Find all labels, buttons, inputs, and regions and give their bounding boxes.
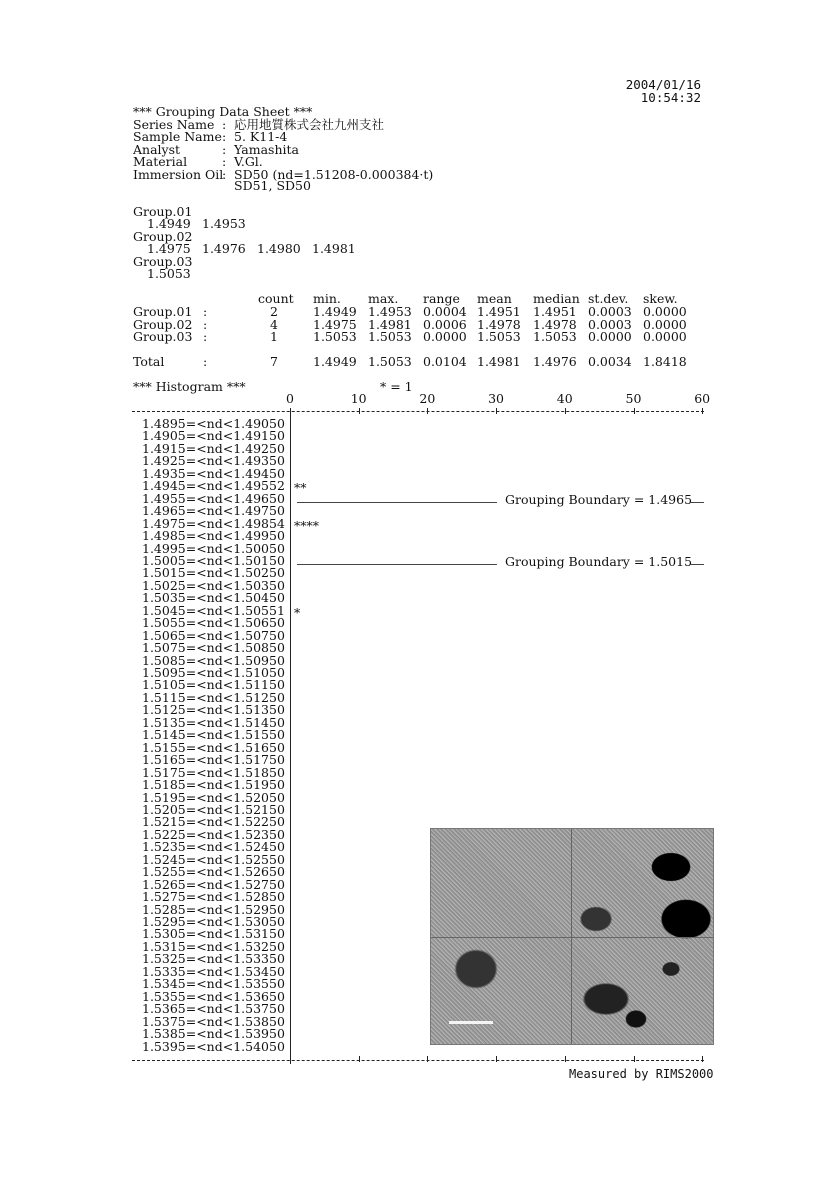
stats-total-cell: 1.4976: [533, 354, 577, 369]
histogram-bin-range: 1.5115=<nd<1.5125: [142, 689, 277, 705]
histogram-bin-range: 1.5125=<nd<1.5135: [142, 702, 277, 718]
histogram-bin-range: 1.5395=<nd<1.5405: [142, 1038, 277, 1054]
stats-cell: 1.4949: [313, 304, 357, 319]
histogram-bin-range: 1.4995=<nd<1.5005: [142, 540, 277, 556]
stats-cell: 0.0000: [423, 329, 467, 344]
histogram-bin-range: 1.5015=<nd<1.5025: [142, 565, 277, 581]
histogram-bin-count: 0: [277, 590, 285, 606]
histogram-bin-count: 0: [277, 889, 285, 905]
group-value: 1.4980: [257, 241, 301, 257]
grouping-boundary-line: [297, 502, 497, 503]
histogram-bin-count: 0: [277, 1013, 285, 1029]
histogram-bin-count: 0: [277, 951, 285, 967]
field-sep: :: [222, 141, 227, 157]
histogram-top-rule: [132, 411, 704, 412]
field-label: Immersion Oil: [133, 166, 224, 182]
stats-cell: 0.0006: [423, 316, 467, 332]
histogram-bin-range: 1.5195=<nd<1.5205: [142, 789, 277, 805]
stats-cell: 1.4953: [368, 304, 412, 319]
stats-cell: 0.0000: [643, 304, 687, 319]
histogram-title: *** Histogram ***: [133, 379, 246, 394]
field-value: Yamashita: [234, 141, 299, 157]
histogram-bin-count: 0: [277, 440, 285, 456]
histogram-bin-count: 4: [277, 515, 285, 531]
glass-shard-micrograph: [430, 828, 714, 1045]
axis-tick-label: 60: [694, 391, 711, 406]
histogram-bin-count: 0: [277, 627, 285, 643]
histogram-bin-count: 0: [277, 689, 285, 705]
histogram-bin-range: 1.5365=<nd<1.5375: [142, 1001, 277, 1017]
stats-cell: 1.4978: [477, 316, 521, 332]
axis-tick: [290, 1056, 291, 1062]
histogram-bin-count: 0: [277, 901, 285, 917]
stats-row-sep: :: [203, 329, 208, 344]
group-name: Group.01: [133, 204, 193, 219]
stats-total-cell: 1.4981: [477, 354, 521, 369]
group-value: 1.4976: [202, 241, 246, 257]
grouping-boundary-tail: [690, 502, 704, 503]
stats-header: st.dev.: [588, 291, 629, 306]
histogram-bin-range: 1.5215=<nd<1.5225: [142, 814, 277, 830]
histogram-bin-count: 2: [277, 478, 285, 494]
axis-tick: [496, 1056, 497, 1062]
stats-header: min.: [313, 291, 341, 306]
stats-cell: 1: [270, 329, 278, 344]
histogram-bin-range: 1.4925=<nd<1.4935: [142, 453, 277, 469]
histogram-bin-range: 1.5355=<nd<1.5365: [142, 988, 277, 1004]
stats-header: skew.: [643, 291, 678, 306]
histogram-bin-range: 1.4965=<nd<1.4975: [142, 503, 277, 519]
histogram-bin-count: 0: [277, 503, 285, 519]
histogram-bin-count: 0: [277, 577, 285, 593]
histogram-bin-count: 0: [277, 665, 285, 680]
field-sep: :: [222, 129, 227, 145]
histogram-bin-range: 1.5035=<nd<1.5045: [142, 590, 277, 606]
histogram-bin-range: 1.4915=<nd<1.4925: [142, 440, 277, 456]
stats-cell: 4: [270, 316, 278, 332]
histogram-bin-range: 1.4945=<nd<1.4955: [142, 478, 277, 494]
micrograph-seam: [431, 937, 713, 938]
histogram-bin-count: 0: [277, 876, 285, 892]
group-name: Group.02: [133, 228, 193, 244]
histogram-bin-count: 0: [277, 727, 285, 743]
stats-cell: 0.0003: [588, 304, 632, 319]
axis-tick: [702, 1056, 703, 1062]
histogram-bin-range: 1.4895=<nd<1.4905: [142, 416, 277, 431]
stats-total-name: Total: [133, 354, 165, 369]
histogram-bin-range: 1.5345=<nd<1.5355: [142, 976, 277, 992]
histogram-bin-count: 0: [277, 752, 285, 768]
histogram-bin-count: 0: [277, 465, 285, 481]
group-name: Group.03: [133, 253, 193, 269]
histogram-bin-count: 0: [277, 640, 285, 656]
histogram-bin-count: 0: [277, 540, 285, 556]
measured-by: Measured by RIMS2000: [569, 1067, 714, 1081]
histogram-bin-range: 1.5155=<nd<1.5165: [142, 739, 277, 755]
field-value: 5. K11-4: [234, 129, 288, 145]
histogram-bin-count: 0: [277, 1038, 285, 1054]
stats-header: mean: [477, 291, 512, 306]
field-label: Series Name: [133, 117, 215, 132]
histogram-bin-count: 0: [277, 652, 285, 668]
field-value: V.Gl.: [234, 154, 263, 170]
histogram-bin-count: 0: [277, 826, 285, 842]
field-sep: :: [222, 117, 227, 132]
stats-cell: 1.4975: [313, 316, 357, 332]
histogram-bin-range: 1.5165=<nd<1.5175: [142, 752, 277, 768]
field-value: SD50 (nd=1.51208-0.000384·t): [234, 166, 434, 182]
histogram-bin-count: 0: [277, 839, 285, 855]
immersion-oil-line2: SD51, SD50: [234, 178, 311, 193]
report-time: 10:54:32: [640, 90, 701, 105]
histogram-bin-count: 0: [277, 565, 285, 581]
stats-header: count: [258, 291, 294, 306]
histogram-bin-count: 0: [277, 702, 285, 718]
histogram-bin-range: 1.4955=<nd<1.4965: [142, 490, 277, 506]
histogram-bin-count: 0: [277, 814, 285, 830]
grouping-boundary-label: Grouping Boundary = 1.4965: [505, 491, 693, 507]
stats-total-cell: 0.0104: [423, 354, 467, 369]
histogram-bin-range: 1.5075=<nd<1.5085: [142, 640, 277, 656]
histogram-bin-count: 0: [277, 764, 285, 780]
histogram-bin-count: 0: [277, 851, 285, 867]
stats-total-cell: 7: [270, 354, 278, 369]
histogram-bin-count: 0: [277, 416, 285, 431]
histogram-bin-range: 1.5295=<nd<1.5305: [142, 914, 277, 929]
stats-header: range: [423, 291, 460, 306]
histogram-bin-range: 1.5305=<nd<1.5315: [142, 926, 277, 942]
histogram-bin-count: 0: [277, 801, 285, 817]
histogram-bin-range: 1.5085=<nd<1.5095: [142, 652, 277, 668]
histogram-bin-range: 1.5045=<nd<1.5055: [142, 602, 277, 618]
histogram-bin-range: 1.5265=<nd<1.5275: [142, 876, 277, 892]
histogram-bin-range: 1.5135=<nd<1.5145: [142, 714, 277, 730]
histogram-bin-range: 1.5095=<nd<1.5105: [142, 665, 277, 680]
field-sep: :: [222, 154, 227, 170]
histogram-bin-range: 1.5205=<nd<1.5215: [142, 801, 277, 817]
grouping-boundary-label: Grouping Boundary = 1.5015: [505, 553, 693, 569]
histogram-bin-count: 0: [277, 1001, 285, 1017]
stats-row-name: Group.03: [133, 329, 193, 344]
histogram-bin-range: 1.4975=<nd<1.4985: [142, 515, 277, 531]
histogram-bin-count: 0: [277, 963, 285, 979]
stats-cell: 1.5053: [477, 329, 521, 344]
stats-cell: 1.5053: [368, 329, 412, 344]
histogram-bin-range: 1.5005=<nd<1.5015: [142, 552, 277, 568]
stats-cell: 2: [270, 304, 278, 319]
axis-tick: [427, 1056, 428, 1062]
grouping-boundary-line: [297, 564, 497, 565]
histogram-bin-count: 0: [277, 789, 285, 805]
histogram-bin-range: 1.5315=<nd<1.5325: [142, 938, 277, 954]
axis-tick: [359, 1056, 360, 1062]
group-value: 1.4975: [147, 241, 191, 257]
histogram-bin-count: 0: [277, 490, 285, 506]
group-value: 1.5053: [147, 266, 191, 281]
micrograph-scale-bar: [449, 1021, 493, 1024]
field-label: Sample Name: [133, 129, 222, 145]
histogram-bin-range: 1.5105=<nd<1.5115: [142, 677, 277, 693]
histogram-bin-range: 1.5335=<nd<1.5345: [142, 963, 277, 979]
axis-tick-label: 50: [625, 391, 642, 406]
histogram-zero-axis: [290, 412, 291, 1064]
histogram-bin-count: 0: [277, 552, 285, 568]
histogram-bin-count: 0: [277, 864, 285, 880]
axis-tick: [634, 1056, 635, 1062]
field-label: Material: [133, 154, 188, 170]
grouping-boundary-tail: [690, 564, 704, 565]
stats-row-sep: :: [203, 316, 208, 332]
histogram-bottom-rule: [132, 1060, 704, 1061]
stats-row-name: Group.01: [133, 304, 193, 319]
stats-total-cell: 1.4949: [313, 354, 357, 369]
stats-cell: 0.0000: [643, 329, 687, 344]
histogram-bin-range: 1.5185=<nd<1.5195: [142, 777, 277, 793]
sheet-title: *** Grouping Data Sheet ***: [133, 104, 313, 119]
field-label: Analyst: [133, 141, 181, 157]
field-sep: :: [222, 166, 227, 182]
stats-cell: 0.0004: [423, 304, 467, 319]
axis-tick-label: 20: [419, 391, 436, 406]
stats-cell: 1.4951: [533, 304, 577, 319]
histogram-bin-count: 0: [277, 739, 285, 755]
report-date: 2004/01/16: [625, 77, 701, 92]
histogram-bin-range: 1.5385=<nd<1.5395: [142, 1026, 277, 1042]
axis-tick: [565, 1056, 566, 1062]
histogram-bin-count: 0: [277, 1026, 285, 1042]
histogram-stars: *: [294, 604, 301, 620]
histogram-bin-range: 1.5245=<nd<1.5255: [142, 851, 277, 867]
histogram-bin-range: 1.4935=<nd<1.4945: [142, 465, 277, 481]
histogram-bin-count: 0: [277, 976, 285, 992]
stats-header: median: [533, 291, 580, 306]
histogram-bin-count: 0: [277, 714, 285, 730]
axis-tick-label: 10: [350, 391, 367, 406]
histogram-bin-range: 1.5255=<nd<1.5265: [142, 864, 277, 880]
histogram-bin-range: 1.5325=<nd<1.5335: [142, 951, 277, 967]
stats-total-sep: :: [203, 354, 208, 369]
histogram-stars: **: [294, 480, 307, 496]
histogram-bin-range: 1.5225=<nd<1.5235: [142, 826, 277, 842]
histogram-bin-range: 1.5025=<nd<1.5035: [142, 577, 277, 593]
histogram-bin-count: 0: [277, 453, 285, 469]
histogram-stars: ****: [294, 517, 319, 533]
stats-cell: 0.0000: [588, 329, 632, 344]
axis-tick-label: 40: [556, 391, 573, 406]
stats-cell: 0.0000: [643, 316, 687, 332]
histogram-bin-range: 1.5145=<nd<1.5155: [142, 727, 277, 743]
group-value: 1.4981: [312, 241, 356, 257]
group-value: 1.4953: [202, 216, 246, 232]
histogram-bin-count: 0: [277, 938, 285, 954]
axis-tick-label: 0: [286, 391, 294, 406]
histogram-bin-range: 1.5175=<nd<1.5185: [142, 764, 277, 780]
stats-cell: 1.4978: [533, 316, 577, 332]
histogram-bin-count: 0: [277, 777, 285, 793]
stats-cell: 1.4981: [368, 316, 412, 332]
histogram-bin-count: 0: [277, 926, 285, 942]
histogram-bin-range: 1.5375=<nd<1.5385: [142, 1013, 277, 1029]
stats-cell: 0.0003: [588, 316, 632, 332]
histogram-bin-range: 1.4905=<nd<1.4915: [142, 428, 277, 444]
stats-total-cell: 1.8418: [643, 354, 687, 369]
stats-header: max.: [368, 291, 399, 306]
stats-cell: 1.4951: [477, 304, 521, 319]
histogram-bin-count: 0: [277, 428, 285, 444]
field-value: 応用地質株式会社九州支社: [234, 117, 385, 132]
stats-total-cell: 0.0034: [588, 354, 632, 369]
histogram-bin-count: 0: [277, 677, 285, 693]
stats-cell: 1.5053: [533, 329, 577, 344]
stats-row-sep: :: [203, 304, 208, 319]
stats-cell: 1.5053: [313, 329, 357, 344]
histogram-bin-count: 0: [277, 615, 285, 631]
histogram-bin-range: 1.5055=<nd<1.5065: [142, 615, 277, 631]
histogram-bin-range: 1.5065=<nd<1.5075: [142, 627, 277, 643]
histogram-bin-count: 1: [277, 602, 285, 618]
histogram-bin-count: 0: [277, 914, 285, 929]
histogram-bin-range: 1.5285=<nd<1.5295: [142, 901, 277, 917]
group-value: 1.4949: [147, 216, 191, 232]
axis-tick-label: 30: [488, 391, 504, 406]
stats-row-name: Group.02: [133, 316, 193, 332]
histogram-bin-count: 0: [277, 528, 285, 544]
stats-total-cell: 1.5053: [368, 354, 412, 369]
histogram-bin-count: 0: [277, 988, 285, 1004]
histogram-bin-range: 1.5235=<nd<1.5245: [142, 839, 277, 855]
histogram-scale-label: * = 1: [380, 379, 413, 394]
histogram-bin-range: 1.4985=<nd<1.4995: [142, 528, 277, 544]
histogram-bin-range: 1.5275=<nd<1.5285: [142, 889, 277, 905]
